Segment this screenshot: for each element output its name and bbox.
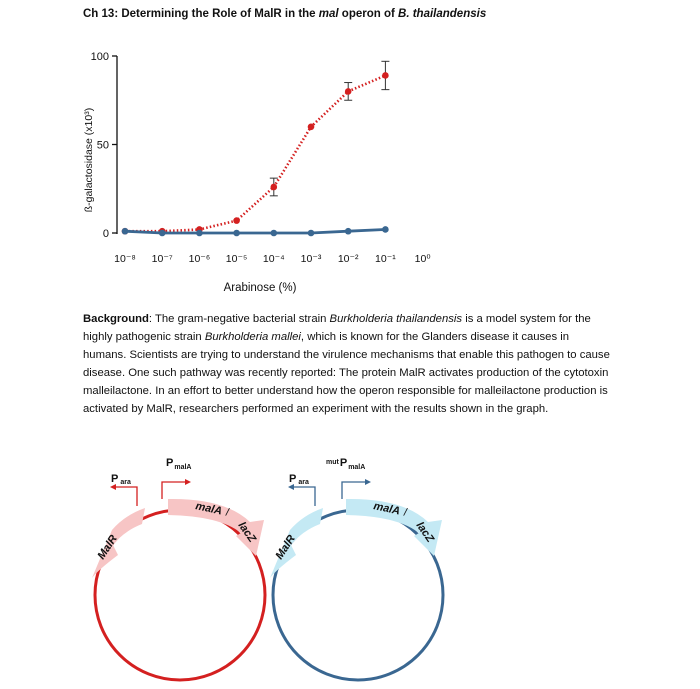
y-tick-label: 100 bbox=[90, 51, 109, 63]
x-tick-label: 10⁻² bbox=[337, 253, 359, 265]
x-axis-label: Arabinose (%) bbox=[223, 282, 297, 294]
background-paragraph: Background: The gram-negative bacterial strain Burkholderia thailandensis is a model system for the highly pathogenic strain Burkholderia mallei, which is known for the Glanders disease it causes in humans. Scientists are trying to understand the virulence mechanisms that enable this pathogen to cause disease. One such pathway was recently reported: The protein MalR activates production of the cytotoxin malleilactone. In an effort to better understand how the operon responsible for malleilactone production is activated by MalR, researchers performed an experiment with the results shown in the graph. bbox=[83, 313, 610, 415]
x-tick-label: 10⁻⁸ bbox=[114, 253, 136, 265]
malr-label-right: MalR bbox=[273, 533, 298, 562]
para-label-left: Para bbox=[111, 473, 131, 486]
x-tick-label: 10⁻⁴ bbox=[262, 253, 285, 265]
pmala-arrowhead-right bbox=[365, 479, 371, 485]
para-promoter-arrow-left bbox=[116, 487, 137, 506]
y-tick-label: 50 bbox=[96, 139, 109, 152]
malr-arrow-right bbox=[270, 508, 323, 578]
background-label: Background bbox=[83, 313, 149, 325]
malr-arrow-left bbox=[92, 508, 145, 578]
x-tick-label: 10⁻⁵ bbox=[225, 253, 248, 265]
para-label-right: Para bbox=[289, 473, 309, 486]
plasmid-wild-type bbox=[92, 457, 265, 680]
lacz-label-right: lacZ bbox=[413, 519, 436, 545]
lacz-label-left: lacZ bbox=[235, 519, 258, 545]
page-title: Ch 13: Determining the Role of MalR in the mal operon of B. thailandensis bbox=[83, 8, 487, 20]
mut-pmala-label-right: mutP$_{malA}$ bbox=[326, 457, 366, 471]
pmala-label-left: $P_{malA}$ bbox=[166, 457, 192, 471]
pmala-arrowhead-left bbox=[185, 479, 191, 485]
mala-label-right: malA/ bbox=[372, 500, 409, 519]
x-tick-label: 10⁻³ bbox=[300, 253, 322, 265]
y-axis-label: ß-galactosidase (x10³) bbox=[83, 107, 95, 213]
pmala-promoter-arrow-right bbox=[342, 482, 365, 499]
pmala-promoter-arrow-left bbox=[162, 482, 185, 499]
x-tick-label: 10⁻¹ bbox=[375, 253, 396, 265]
para-promoter-arrow-right bbox=[294, 487, 315, 506]
malr-label-left: MalR bbox=[95, 533, 120, 562]
x-tick-label: 10⁻⁷ bbox=[151, 253, 173, 265]
y-tick-label: 0 bbox=[102, 228, 109, 240]
x-tick-label: 10⁰ bbox=[414, 253, 431, 265]
plasmid-mutant bbox=[270, 457, 443, 680]
mala-label-left: malA/ bbox=[194, 500, 231, 519]
x-tick-label: 10⁻⁶ bbox=[188, 253, 211, 265]
